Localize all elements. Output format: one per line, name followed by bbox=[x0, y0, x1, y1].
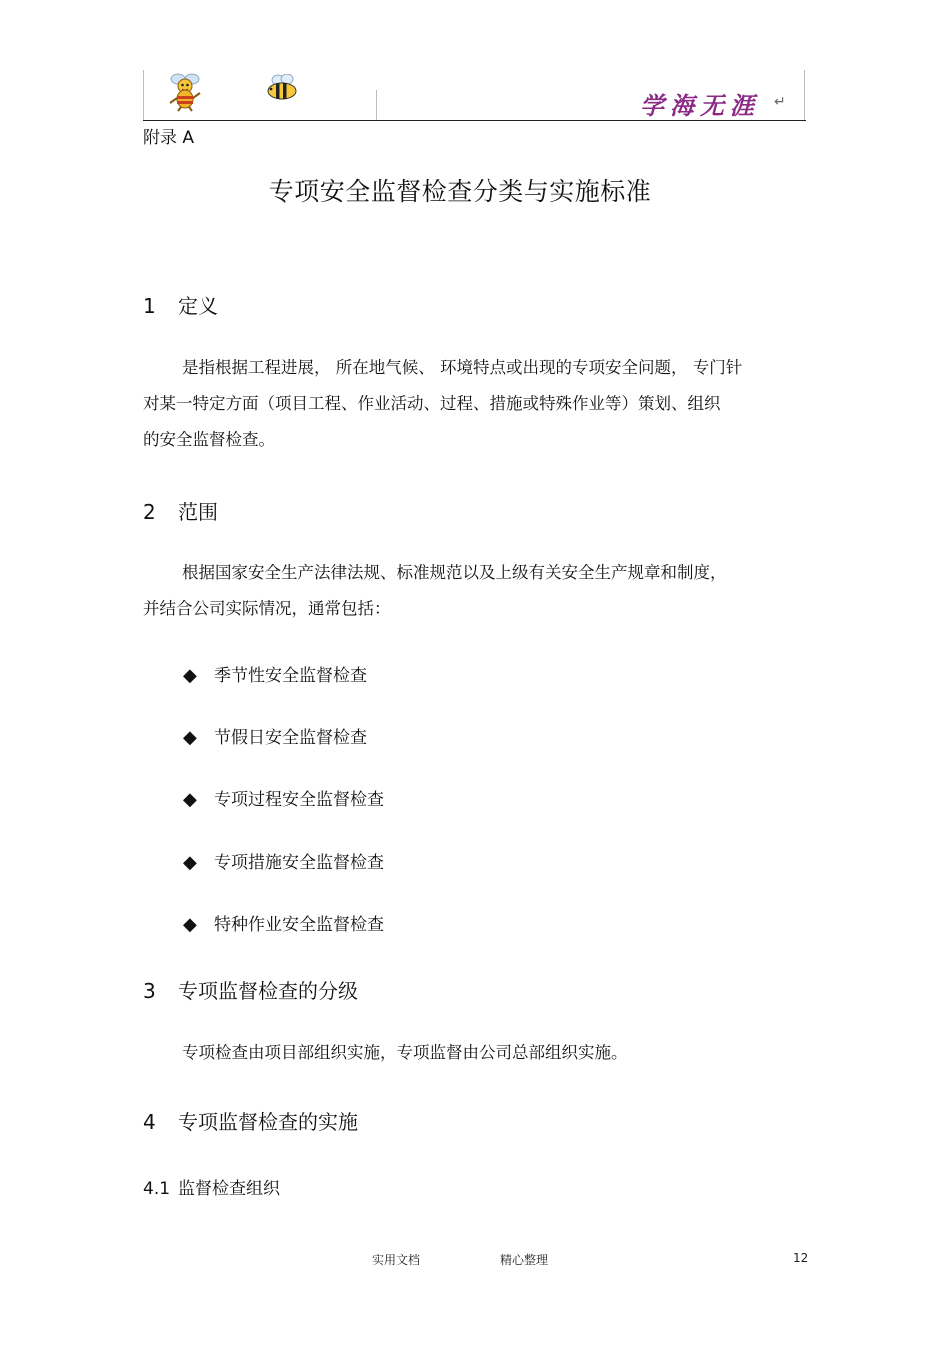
header-divider-right bbox=[804, 70, 805, 120]
page-number: 12 bbox=[793, 1251, 809, 1265]
diamond-bullet-icon: ◆ bbox=[183, 789, 197, 810]
section-heading-2 bbox=[143, 496, 218, 525]
bee-mascot-icon bbox=[164, 70, 206, 112]
footer-center-text: 精心整理 bbox=[500, 1253, 549, 1267]
section-heading-3 bbox=[143, 975, 358, 1004]
list-item-text: 季节性安全监督检查 bbox=[214, 666, 367, 686]
list-item bbox=[183, 785, 384, 810]
list-item bbox=[183, 910, 384, 935]
paragraph-return-mark: ↵ bbox=[774, 94, 786, 110]
footer-left-text: 实用文档 bbox=[372, 1253, 421, 1267]
section-number: 3 bbox=[143, 979, 156, 1003]
section-title: 专项监督检查的实施 bbox=[178, 1110, 358, 1134]
definition-paragraph bbox=[143, 350, 805, 458]
list-item-text: 特种作业安全监督检查 bbox=[214, 915, 384, 935]
section-heading-1 bbox=[143, 290, 218, 319]
bee-icon bbox=[263, 74, 301, 102]
scope-paragraph bbox=[143, 555, 805, 627]
section-title: 专项监督检查的分级 bbox=[178, 979, 358, 1003]
list-item-text: 专项措施安全监督检查 bbox=[214, 853, 384, 873]
diamond-bullet-icon: ◆ bbox=[183, 914, 197, 935]
paragraph-line: 的安全监督检查。 bbox=[143, 430, 275, 449]
paragraph-line: 是指根据工程进展， 所在地气候、 环境特点或出现的专项安全问题， 专门针 bbox=[182, 358, 743, 377]
list-item bbox=[183, 723, 367, 748]
header-rule bbox=[143, 120, 806, 121]
diamond-bullet-icon: ◆ bbox=[183, 665, 197, 686]
section-title: 定义 bbox=[178, 294, 218, 318]
subsection-heading-4-1 bbox=[143, 1174, 280, 1199]
header-divider-middle bbox=[376, 90, 377, 120]
list-item bbox=[183, 848, 384, 873]
section-number: 1 bbox=[143, 294, 156, 318]
header-motto: 学海无涯 bbox=[640, 91, 760, 120]
paragraph-line: 并结合公司实际情况，通常包括： bbox=[143, 599, 391, 618]
list-item bbox=[183, 661, 367, 686]
section-heading-4 bbox=[143, 1106, 358, 1135]
section-title: 范围 bbox=[178, 500, 218, 524]
header-divider-left bbox=[143, 70, 144, 120]
section-number: 4.1 bbox=[143, 1179, 171, 1199]
paragraph-line: 根据国家安全生产法律法规、标准规范以及上级有关安全生产规章和制度， bbox=[182, 563, 727, 582]
section-number: 2 bbox=[143, 500, 156, 524]
diamond-bullet-icon: ◆ bbox=[183, 852, 197, 873]
appendix-label: 附录 A bbox=[143, 128, 195, 148]
section-title: 监督检查组织 bbox=[178, 1179, 280, 1199]
list-item-text: 专项过程安全监督检查 bbox=[214, 790, 384, 810]
document-title: 专项安全监督检查分类与实施标准 bbox=[268, 177, 652, 206]
paragraph-line: 对某一特定方面（项目工程、作业活动、过程、措施或特殊作业等）策划、组织 bbox=[143, 394, 721, 413]
section-number: 4 bbox=[143, 1110, 156, 1134]
classification-paragraph bbox=[143, 1035, 805, 1071]
paragraph-line: 专项检查由项目部组织实施，专项监督由公司总部组织实施。 bbox=[182, 1043, 628, 1062]
diamond-bullet-icon: ◆ bbox=[183, 727, 197, 748]
list-item-text: 节假日安全监督检查 bbox=[214, 728, 367, 748]
